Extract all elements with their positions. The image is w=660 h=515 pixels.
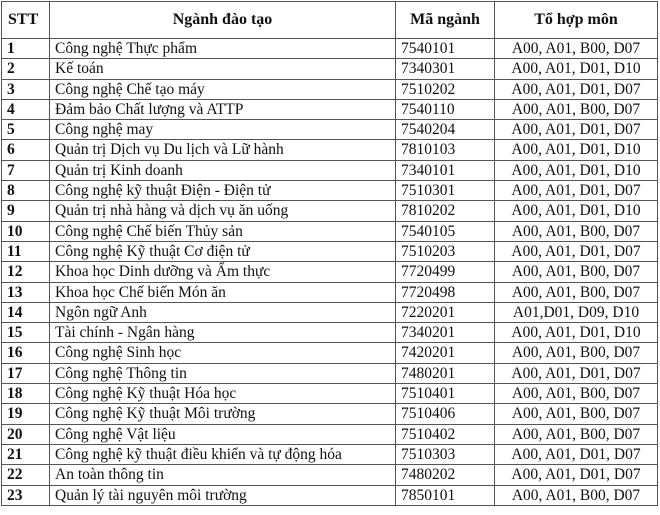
row-stt: 5 bbox=[2, 120, 50, 140]
row-combo: A00, A01, B00, D07 bbox=[495, 485, 658, 505]
table-row bbox=[2, 241, 658, 261]
row-combo: A00, A01, B00, D07 bbox=[495, 262, 658, 282]
row-stt: 1 bbox=[2, 39, 50, 59]
row-combo: A00, A01, D01, D07 bbox=[495, 241, 658, 261]
table-row bbox=[2, 201, 658, 221]
table-row bbox=[2, 424, 658, 444]
row-code: 7420201 bbox=[396, 343, 495, 363]
row-combo: A00, A01, B00, D07 bbox=[495, 282, 658, 302]
table-row bbox=[2, 323, 658, 343]
row-major: Công nghệ kỹ thuật điều khiển và tự động hóa bbox=[50, 444, 396, 464]
row-stt: 4 bbox=[2, 99, 50, 119]
row-code: 7510203 bbox=[396, 241, 495, 261]
row-major: Công nghệ Kỹ thuật Hóa học bbox=[50, 384, 396, 404]
row-stt: 21 bbox=[2, 444, 50, 464]
row-combo: A00, A01, D01, D07 bbox=[495, 444, 658, 464]
row-combo: A00, A01, D01, D07 bbox=[495, 120, 658, 140]
row-major: Kế toán bbox=[50, 59, 396, 79]
row-major: Quản trị nhà hàng và dịch vụ ăn uống bbox=[50, 201, 396, 221]
row-major: Tài chính - Ngân hàng bbox=[50, 323, 396, 343]
table-row bbox=[2, 444, 658, 464]
header-combo: Tổ hợp môn bbox=[495, 2, 658, 39]
header-major: Ngành đào tạo bbox=[50, 2, 396, 39]
row-combo: A00, A01, D01, D10 bbox=[495, 140, 658, 160]
table-row bbox=[2, 363, 658, 383]
row-stt: 8 bbox=[2, 181, 50, 201]
row-code: 7720499 bbox=[396, 262, 495, 282]
table-row bbox=[2, 404, 658, 424]
row-stt: 12 bbox=[2, 262, 50, 282]
row-major: Công nghệ Thực phẩm bbox=[50, 39, 396, 59]
row-stt: 19 bbox=[2, 404, 50, 424]
table-row bbox=[2, 39, 658, 59]
row-stt: 9 bbox=[2, 201, 50, 221]
table-row bbox=[2, 282, 658, 302]
row-major: Công nghệ Thông tin bbox=[50, 363, 396, 383]
row-stt: 7 bbox=[2, 160, 50, 180]
row-code: 7720498 bbox=[396, 282, 495, 302]
row-stt: 3 bbox=[2, 79, 50, 99]
row-stt: 18 bbox=[2, 384, 50, 404]
row-combo: A00, A01, B00, D07 bbox=[495, 424, 658, 444]
row-combo: A00, A01, B00, D07 bbox=[495, 343, 658, 363]
row-code: 7510402 bbox=[396, 424, 495, 444]
table-row bbox=[2, 221, 658, 241]
row-code: 7510202 bbox=[396, 79, 495, 99]
row-combo: A00, A01, D01, D10 bbox=[495, 59, 658, 79]
row-stt: 13 bbox=[2, 282, 50, 302]
row-stt: 20 bbox=[2, 424, 50, 444]
row-major: Công nghệ Chế tạo máy bbox=[50, 79, 396, 99]
admission-table-container bbox=[1, 1, 658, 506]
row-major: Công nghệ Kỹ thuật Cơ điện tử bbox=[50, 241, 396, 261]
row-combo: A00, A01, B00, D07 bbox=[495, 99, 658, 119]
row-code: 7510406 bbox=[396, 404, 495, 424]
row-major: Ngôn ngữ Anh bbox=[50, 302, 396, 322]
row-major: Khoa học Chế biến Món ăn bbox=[50, 282, 396, 302]
row-stt: 2 bbox=[2, 59, 50, 79]
row-code: 7810103 bbox=[396, 140, 495, 160]
row-code: 7540204 bbox=[396, 120, 495, 140]
row-combo: A01,D01, D09, D10 bbox=[495, 302, 658, 322]
row-stt: 23 bbox=[2, 485, 50, 505]
row-combo: A00, A01, B00, D07 bbox=[495, 39, 658, 59]
table-row bbox=[2, 302, 658, 322]
row-major: Công nghệ kỹ thuật Điện - Điện tử bbox=[50, 181, 396, 201]
row-stt: 14 bbox=[2, 302, 50, 322]
row-stt: 16 bbox=[2, 343, 50, 363]
row-combo: A00, A01, B00, D07 bbox=[495, 404, 658, 424]
row-major: Khoa học Dinh dưỡng và Ẩm thực bbox=[50, 262, 396, 282]
table-row bbox=[2, 485, 658, 505]
row-combo: A00, A01, B00, D07 bbox=[495, 384, 658, 404]
table-row bbox=[2, 262, 658, 282]
table-row bbox=[2, 465, 658, 485]
row-combo: A00, A01, D01, D10 bbox=[495, 323, 658, 343]
row-stt: 17 bbox=[2, 363, 50, 383]
table-row bbox=[2, 160, 658, 180]
row-major: Công nghệ Vật liệu bbox=[50, 424, 396, 444]
row-code: 7510301 bbox=[396, 181, 495, 201]
row-code: 7340201 bbox=[396, 323, 495, 343]
row-stt: 15 bbox=[2, 323, 50, 343]
header-stt: STT bbox=[2, 2, 50, 39]
table-row bbox=[2, 99, 658, 119]
row-combo: A00, A01, D01, D07 bbox=[495, 465, 658, 485]
table-header-row bbox=[2, 2, 658, 39]
row-major: Công nghệ Chế biến Thủy sản bbox=[50, 221, 396, 241]
row-major: Quản trị Kinh doanh bbox=[50, 160, 396, 180]
row-major: Quản lý tài nguyên môi trường bbox=[50, 485, 396, 505]
table-row bbox=[2, 384, 658, 404]
row-major: An toàn thông tin bbox=[50, 465, 396, 485]
row-major: Đảm bảo Chất lượng và ATTP bbox=[50, 99, 396, 119]
header-code: Mã ngành bbox=[396, 2, 495, 39]
admission-majors-table bbox=[1, 1, 658, 506]
row-combo: A00, A01, D01, D10 bbox=[495, 201, 658, 221]
row-code: 7480202 bbox=[396, 465, 495, 485]
table-row bbox=[2, 181, 658, 201]
row-major: Công nghệ may bbox=[50, 120, 396, 140]
table-row bbox=[2, 140, 658, 160]
row-stt: 6 bbox=[2, 140, 50, 160]
row-major: Công nghệ Kỹ thuật Môi trường bbox=[50, 404, 396, 424]
table-row bbox=[2, 343, 658, 363]
row-combo: A00, A01, B00, D07 bbox=[495, 221, 658, 241]
row-code: 7340301 bbox=[396, 59, 495, 79]
row-stt: 10 bbox=[2, 221, 50, 241]
row-code: 7340101 bbox=[396, 160, 495, 180]
row-major: Quản trị Dịch vụ Du lịch và Lữ hành bbox=[50, 140, 396, 160]
row-code: 7480201 bbox=[396, 363, 495, 383]
row-stt: 22 bbox=[2, 465, 50, 485]
row-code: 7810202 bbox=[396, 201, 495, 221]
row-code: 7540101 bbox=[396, 39, 495, 59]
row-code: 7510401 bbox=[396, 384, 495, 404]
row-code: 7540105 bbox=[396, 221, 495, 241]
table-row bbox=[2, 59, 658, 79]
table-row bbox=[2, 120, 658, 140]
row-code: 7540110 bbox=[396, 99, 495, 119]
row-code: 7850101 bbox=[396, 485, 495, 505]
row-combo: A00, A01, D01, D07 bbox=[495, 363, 658, 383]
row-combo: A00, A01, D01, D10 bbox=[495, 160, 658, 180]
row-combo: A00, A01, D01, D07 bbox=[495, 79, 658, 99]
row-combo: A00, A01, D01, D07 bbox=[495, 181, 658, 201]
row-code: 7510303 bbox=[396, 444, 495, 464]
row-stt: 11 bbox=[2, 241, 50, 261]
row-major: Công nghệ Sinh học bbox=[50, 343, 396, 363]
row-code: 7220201 bbox=[396, 302, 495, 322]
table-row bbox=[2, 79, 658, 99]
table-body bbox=[2, 39, 658, 506]
